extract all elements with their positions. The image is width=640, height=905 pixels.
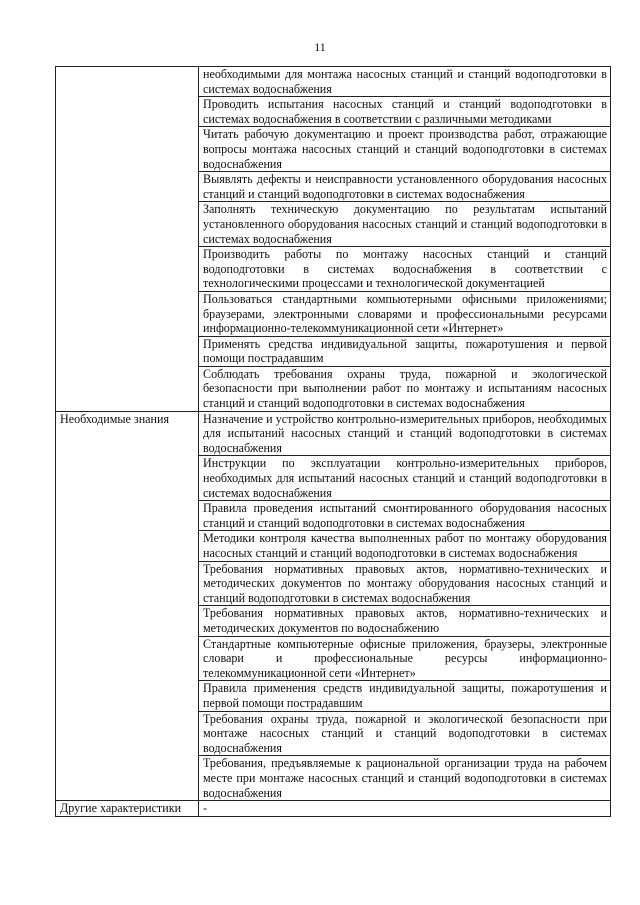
requirement-item: Стандартные компьютерные офисные приложения, браузеры, электронные словари и профессиональные ресурсы информационно-телекоммуникационной сети «Интернет»: [199, 636, 611, 681]
requirement-item: Выявлять дефекты и неисправности установленного оборудования насосных станций и станций водоподготовки в системах водоснабжения: [199, 172, 611, 202]
requirement-item: Пользоваться стандартными компьютерными офисными приложениями; браузерами, электронными словарями и профессиональными ресурсами информационно-телекоммуникационной сети «Интернет»: [199, 291, 611, 336]
table-row: [56, 67, 611, 97]
requirement-item: Применять средства индивидуальной защиты, пожаротушения и первой помощи пострадавшим: [199, 336, 611, 366]
section-label: Другие характеристики: [56, 801, 199, 817]
requirement-item: Правила проведения испытаний смонтированного оборудования насосных станций и станций водоподготовки в системах водоснабжения: [199, 501, 611, 531]
section-label: Необходимые знания: [56, 411, 199, 800]
requirement-item: Требования охраны труда, пожарной и экологической безопасности при монтаже насосных станций и станций водоподготовки в системах водоснабжения: [199, 711, 611, 756]
requirement-item: Требования нормативных правовых актов, нормативно-технических и методических документов по монтажу оборудования насосных станций и станций водоподготовки в системах водоснабжения: [199, 561, 611, 606]
requirement-item: Производить работы по монтажу насосных станций и станций водоподготовки в системах водоснабжения в соответствии с технологическими процессами и технологической документацией: [199, 247, 611, 292]
requirement-item: Проводить испытания насосных станций и станций водоподготовки в системах водоснабжения в соответствии с различными методиками: [199, 97, 611, 127]
requirement-item: Заполнять техническую документацию по результатам испытаний установленного оборудования насосных станций и станций водоподготовки в системах водоснабжения: [199, 202, 611, 247]
table-row: [56, 411, 611, 456]
requirement-item: -: [199, 801, 611, 817]
competency-table: [55, 66, 611, 817]
requirement-item: Читать рабочую документацию и проект производства работ, отражающие вопросы монтажа насосных станций и станций водоподготовки в системах водоснабжения: [199, 127, 611, 172]
table-row: [56, 801, 611, 817]
page-number: 11: [314, 40, 326, 54]
requirement-item: Соблюдать требования охраны труда, пожарной и экологической безопасности при выполнении работ по монтажу и испытаниям насосных станций и станций водоподготовки в системах водоснабжения: [199, 366, 611, 411]
requirement-item: Инструкции по эксплуатации контрольно-измерительных приборов, необходимых для испытаний насосных станций и станций водоподготовки в системах водоснабжения: [199, 456, 611, 501]
requirement-item: Методики контроля качества выполненных работ по монтажу оборудования насосных станций и станций водоподготовки в системах водоснабжения: [199, 531, 611, 561]
requirement-item: Назначение и устройство контрольно-измерительных приборов, необходимых для испытаний насосных станций и станций водоподготовки в системах водоснабжения: [199, 411, 611, 456]
requirement-item: Правила применения средств индивидуальной защиты, пожаротушения и первой помощи пострадавшим: [199, 681, 611, 711]
requirement-item: необходимыми для монтажа насосных станций и станций водоподготовки в системах водоснабжения: [199, 67, 611, 97]
requirement-item: Требования, предъявляемые к рациональной организации труда на рабочем месте при монтаже насосных станций и станций водоподготовки в системах водоснабжения: [199, 756, 611, 801]
requirement-item: Требования нормативных правовых актов, нормативно-технических и методических документов по водоснабжению: [199, 606, 611, 636]
section-label: [56, 67, 199, 412]
